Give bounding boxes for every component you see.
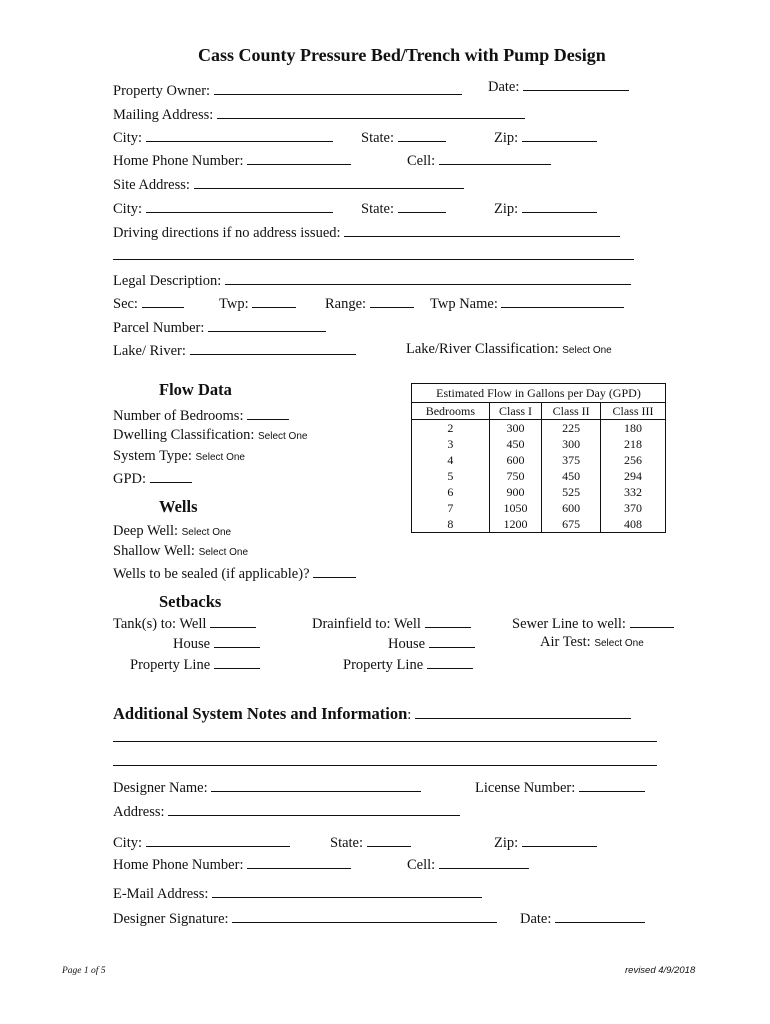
state-blank[interactable] — [398, 127, 446, 142]
lake-river-blank[interactable] — [190, 340, 356, 355]
site-zip-label: Zip: — [494, 201, 519, 217]
bedrooms-label: Number of Bedrooms: — [113, 408, 244, 424]
shallow-well-select[interactable]: Select One — [198, 547, 249, 558]
home-phone-blank[interactable] — [247, 150, 351, 165]
table-cell: 7 — [412, 500, 490, 516]
drainfield-property-line-field[interactable] — [343, 654, 473, 674]
designer-name-label: Designer Name: — [113, 780, 208, 796]
home-phone-label: Home Phone Number: — [113, 153, 244, 169]
setbacks-heading: Setbacks — [159, 592, 222, 611]
notes-blank[interactable] — [415, 704, 631, 719]
table-cell: 8 — [412, 516, 490, 533]
designer-address-field[interactable] — [113, 801, 460, 821]
site-state-label: State: — [361, 201, 395, 217]
twp-name-blank[interactable] — [501, 293, 624, 308]
zip-label: Zip: — [494, 130, 519, 146]
tanks-house-blank[interactable] — [214, 633, 260, 648]
table-cell: 4 — [412, 452, 490, 468]
flow-table-header: Class I — [489, 403, 542, 420]
notes-field[interactable] — [113, 704, 631, 724]
drainfield-well-field[interactable] — [312, 613, 471, 633]
range-blank[interactable] — [370, 293, 414, 308]
designer-cell-field[interactable] — [407, 854, 529, 874]
legal-description-blank[interactable] — [225, 270, 631, 285]
flow-table-header: Class III — [601, 403, 666, 420]
date-blank[interactable] — [523, 76, 629, 91]
driving-directions-blank[interactable] — [344, 222, 620, 237]
sewer-line-field[interactable] — [512, 613, 674, 633]
sewer-line-label: Sewer Line to well: — [512, 616, 626, 632]
site-city-label: City: — [113, 201, 143, 217]
tanks-property-line-blank[interactable] — [214, 654, 260, 669]
property-owner-blank[interactable] — [214, 80, 462, 95]
designer-home-phone-field[interactable] — [113, 854, 351, 874]
table-row — [412, 452, 666, 468]
lake-river-field[interactable] — [113, 340, 356, 360]
table-cell: 5 — [412, 468, 490, 484]
table-cell: 375 — [542, 452, 601, 468]
state-field[interactable] — [361, 127, 446, 147]
table-cell: 1050 — [489, 500, 542, 516]
driving-directions-field[interactable] — [113, 222, 620, 242]
flow-table — [411, 383, 666, 533]
deep-well-select[interactable]: Select One — [181, 527, 232, 538]
site-state-blank[interactable] — [398, 198, 446, 213]
mailing-address-blank[interactable] — [217, 104, 525, 119]
email-label: E-Mail Address: — [113, 886, 209, 902]
designer-address-blank[interactable] — [168, 801, 460, 816]
email-field[interactable] — [113, 883, 482, 903]
parcel-number-blank[interactable] — [208, 317, 326, 332]
revised-date: revised 4/9/2018 — [625, 965, 696, 976]
site-address-label: Site Address: — [113, 177, 190, 193]
flow-table-caption: Estimated Flow in Gallons per Day (GPD) — [412, 384, 666, 403]
mailing-address-field[interactable] — [113, 104, 525, 124]
table-row — [412, 468, 666, 484]
table-cell: 408 — [601, 516, 666, 533]
license-number-field[interactable] — [475, 777, 645, 797]
tanks-property-line-field[interactable] — [130, 654, 260, 674]
notes-heading: Additional System Notes and Information — [113, 704, 408, 723]
tanks-house-field[interactable] — [173, 633, 260, 653]
notes-line-2[interactable] — [113, 741, 657, 742]
signature-date-field[interactable] — [520, 908, 645, 928]
designer-state-label: State: — [330, 835, 364, 851]
table-row — [412, 516, 666, 533]
table-row — [412, 500, 666, 516]
city-field[interactable] — [113, 127, 333, 147]
range-label: Range: — [325, 296, 367, 312]
twp-blank[interactable] — [252, 293, 296, 308]
tanks-well-label: Tank(s) to: Well — [113, 616, 207, 632]
designer-address-label: Address: — [113, 804, 165, 820]
license-number-label: License Number: — [475, 780, 576, 796]
table-cell: 1200 — [489, 516, 542, 533]
table-row — [412, 436, 666, 452]
designer-signature-field[interactable] — [113, 908, 497, 928]
drainfield-house-label: House — [388, 636, 426, 652]
table-cell: 256 — [601, 452, 666, 468]
drainfield-house-blank[interactable] — [429, 633, 475, 648]
signature-date-blank[interactable] — [555, 908, 645, 923]
drainfield-property-line-blank[interactable] — [427, 654, 473, 669]
table-cell: 2 — [412, 420, 490, 437]
table-cell: 6 — [412, 484, 490, 500]
wells-sealed-label: Wells to be sealed (if applicable)? — [113, 566, 310, 582]
date-label: Date: — [488, 79, 520, 95]
drainfield-house-field[interactable] — [388, 633, 475, 653]
table-cell: 675 — [542, 516, 601, 533]
state-label: State: — [361, 130, 395, 146]
site-address-field[interactable] — [113, 174, 464, 194]
air-test-field[interactable] — [540, 633, 644, 653]
designer-city-label: City: — [113, 835, 143, 851]
designer-cell-label: Cell: — [407, 857, 436, 873]
parcel-number-field[interactable] — [113, 317, 326, 337]
home-phone-field[interactable] — [113, 150, 351, 170]
bedrooms-field[interactable] — [113, 405, 289, 425]
tanks-well-blank[interactable] — [210, 613, 256, 628]
designer-zip-field[interactable] — [494, 832, 597, 852]
range-field[interactable] — [325, 293, 414, 313]
wells-heading: Wells — [159, 497, 198, 516]
wells-sealed-blank[interactable] — [313, 563, 356, 578]
designer-home-phone-label: Home Phone Number: — [113, 857, 244, 873]
city-label: City: — [113, 130, 143, 146]
city-blank[interactable] — [146, 127, 333, 142]
deep-well-field[interactable] — [113, 522, 231, 542]
sewer-line-blank[interactable] — [630, 613, 674, 628]
table-cell: 300 — [489, 420, 542, 437]
notes-colon: : — [407, 707, 412, 723]
email-blank[interactable] — [212, 883, 482, 898]
dwelling-classification-label: Dwelling Classification: — [113, 427, 255, 443]
designer-name-blank[interactable] — [211, 777, 421, 792]
notes-line-3[interactable] — [113, 765, 657, 766]
drainfield-well-blank[interactable] — [425, 613, 471, 628]
table-cell: 225 — [542, 420, 601, 437]
wells-sealed-field[interactable] — [113, 563, 356, 583]
drainfield-property-line-label: Property Line — [343, 657, 424, 673]
zip-field[interactable] — [494, 127, 597, 147]
driving-directions-line-2[interactable] — [113, 259, 634, 260]
designer-state-blank[interactable] — [367, 832, 411, 847]
flow-data-heading: Flow Data — [159, 380, 232, 399]
sec-blank[interactable] — [142, 293, 184, 308]
legal-description-field[interactable] — [113, 270, 631, 290]
site-zip-field[interactable] — [494, 198, 597, 218]
bedrooms-blank[interactable] — [247, 405, 289, 420]
cell-field[interactable] — [407, 150, 551, 170]
site-city-blank[interactable] — [146, 198, 333, 213]
table-cell: 600 — [489, 452, 542, 468]
table-cell: 450 — [542, 468, 601, 484]
lake-river-classification-label: Lake/River Classification: — [406, 341, 559, 357]
table-cell: 450 — [489, 436, 542, 452]
designer-city-blank[interactable] — [146, 832, 290, 847]
air-test-select[interactable]: Select One — [594, 638, 644, 649]
shallow-well-field[interactable] — [113, 542, 248, 562]
gpd-field[interactable] — [113, 468, 192, 488]
page-number: Page 1 of 5 — [62, 966, 106, 976]
designer-signature-blank[interactable] — [232, 908, 497, 923]
designer-zip-blank[interactable] — [522, 832, 597, 847]
site-zip-blank[interactable] — [522, 198, 597, 213]
table-row — [412, 420, 666, 437]
designer-home-phone-blank[interactable] — [247, 854, 351, 869]
dwelling-classification-field[interactable] — [113, 426, 307, 446]
table-cell: 332 — [601, 484, 666, 500]
designer-name-field[interactable] — [113, 777, 421, 797]
designer-cell-blank[interactable] — [439, 854, 529, 869]
site-address-blank[interactable] — [194, 174, 464, 189]
designer-state-field[interactable] — [330, 832, 411, 852]
date-field[interactable] — [488, 76, 629, 96]
table-cell: 750 — [489, 468, 542, 484]
designer-city-field[interactable] — [113, 832, 290, 852]
flow-table-header: Class II — [542, 403, 601, 420]
air-test-label: Air Test: — [540, 634, 591, 650]
twp-label: Twp: — [219, 296, 249, 312]
mailing-address-label: Mailing Address: — [113, 107, 214, 123]
tanks-house-label: House — [173, 636, 211, 652]
property-owner-field[interactable] — [113, 80, 462, 100]
legal-description-label: Legal Description: — [113, 273, 222, 289]
deep-well-label: Deep Well: — [113, 523, 179, 539]
system-type-select[interactable]: Select One — [195, 452, 245, 463]
table-cell: 180 — [601, 420, 666, 437]
designer-signature-label: Designer Signature: — [113, 911, 229, 927]
driving-directions-label: Driving directions if no address issued: — [113, 225, 341, 241]
table-cell: 218 — [601, 436, 666, 452]
table-cell: 600 — [542, 500, 601, 516]
twp-name-field[interactable] — [430, 293, 624, 313]
property-owner-label: Property Owner: — [113, 83, 211, 99]
system-type-field[interactable] — [113, 447, 245, 467]
lake-river-classification-field[interactable] — [406, 340, 612, 360]
cell-label: Cell: — [407, 153, 436, 169]
gpd-blank[interactable] — [150, 468, 192, 483]
page-title: Cass County Pressure Bed/Trench with Pump Design — [198, 45, 606, 65]
tanks-property-line-label: Property Line — [130, 657, 211, 673]
table-cell: 370 — [601, 500, 666, 516]
drainfield-well-label: Drainfield to: Well — [312, 616, 421, 632]
dwelling-classification-select[interactable]: Select One — [257, 431, 308, 442]
twp-name-label: Twp Name: — [430, 296, 498, 312]
license-number-blank[interactable] — [579, 777, 645, 792]
table-cell: 525 — [542, 484, 601, 500]
table-cell: 300 — [542, 436, 601, 452]
table-cell: 900 — [489, 484, 542, 500]
twp-field[interactable] — [219, 293, 296, 313]
lake-river-label: Lake/ River: — [113, 343, 186, 359]
lake-river-classification-select[interactable]: Select One — [562, 345, 612, 356]
system-type-label: System Type: — [113, 448, 192, 464]
zip-blank[interactable] — [522, 127, 597, 142]
table-row — [412, 484, 666, 500]
designer-zip-label: Zip: — [494, 835, 519, 851]
table-cell: 294 — [601, 468, 666, 484]
table-cell: 3 — [412, 436, 490, 452]
flow-table-header: Bedrooms — [412, 403, 490, 420]
signature-date-label: Date: — [520, 911, 552, 927]
shallow-well-label: Shallow Well: — [113, 543, 195, 559]
sec-field[interactable] — [113, 293, 184, 313]
cell-blank[interactable] — [439, 150, 551, 165]
gpd-label: GPD: — [113, 471, 147, 487]
site-city-field[interactable] — [113, 198, 333, 218]
site-state-field[interactable] — [361, 198, 446, 218]
tanks-well-field[interactable] — [113, 613, 256, 633]
parcel-number-label: Parcel Number: — [113, 320, 205, 336]
sec-label: Sec: — [113, 296, 138, 312]
